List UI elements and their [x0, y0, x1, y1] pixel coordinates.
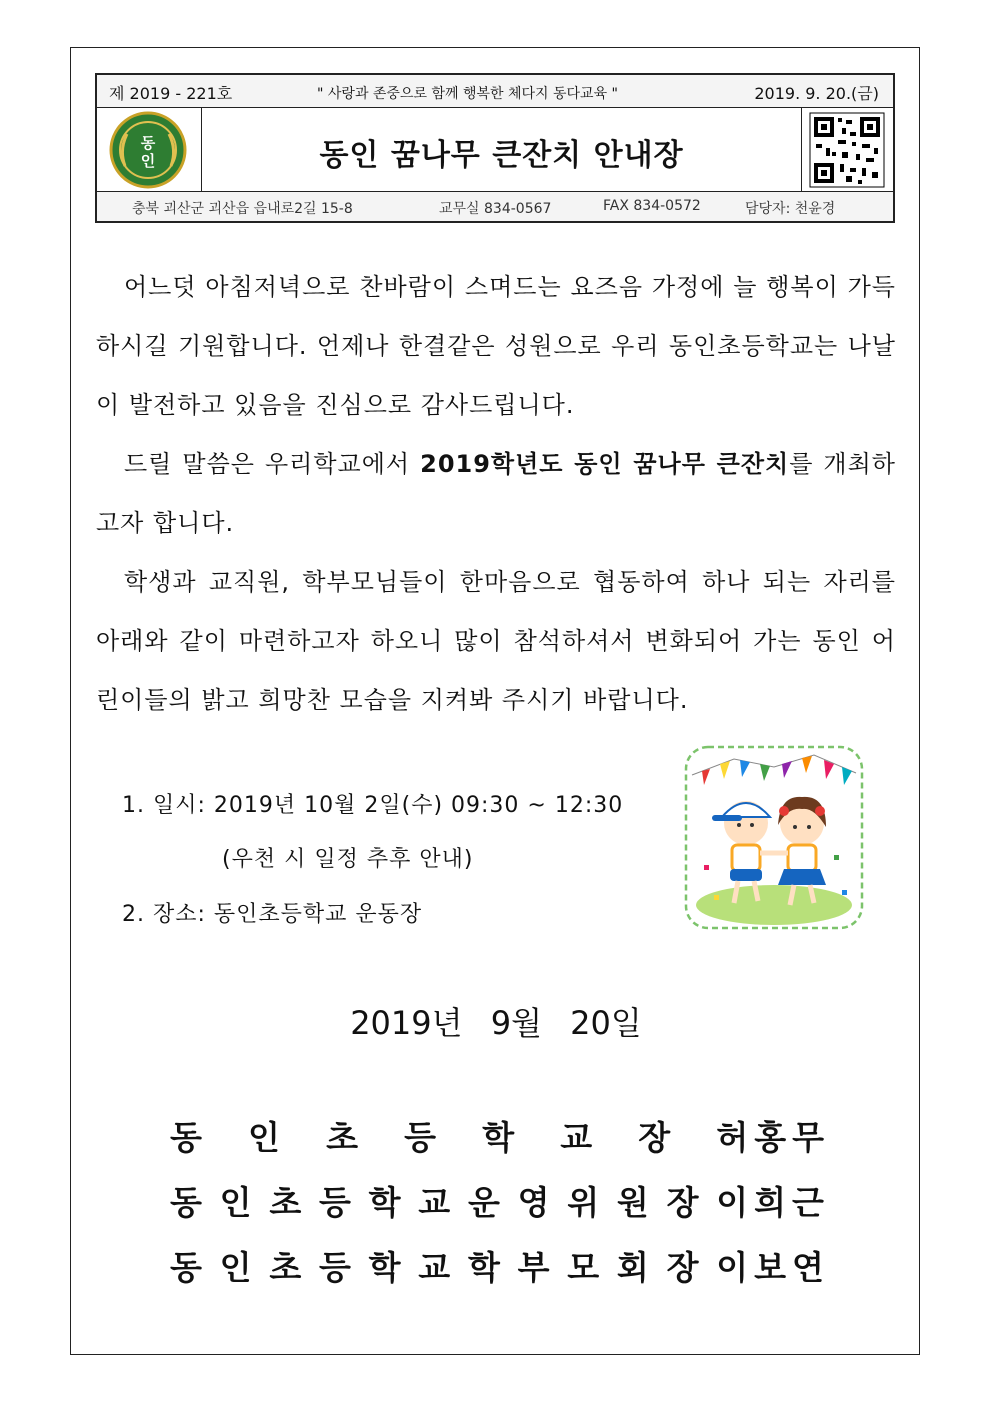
event-datetime: 1. 일시: 2019년 10월 2일(수) 09:30 ~ 12:30: [122, 793, 624, 818]
school-fax: FAX 834-0572: [603, 198, 701, 214]
issue-number: 제 2019 - 221호: [109, 84, 233, 103]
signing-date: 2019년 9월 20일: [350, 1004, 642, 1042]
newsletter-header: [95, 73, 895, 223]
issue-date: 2019. 9. 20.(금): [754, 84, 879, 103]
paragraph-announcement: 드릴 말씀은 우리학교에서 2019학년도 동인 꿈나무 큰잔치를 개최하고자 합니다.: [96, 450, 896, 537]
logo-text: 동: [140, 134, 156, 152]
school-address: 충북 괴산군 괴산읍 읍내로2길 15-8: [132, 201, 353, 217]
logo-cell: [97, 108, 202, 191]
school-slogan: " 사랑과 존중으로 함께 행복한 체다지 동다교육 ": [317, 86, 618, 102]
school-logo-icon: [97, 108, 201, 192]
parent-president-name: 이보연: [716, 1248, 830, 1287]
paragraph-invitation: 학생과 교직원, 학부모님들이 한마음으로 협동하여 하나 되는 자리를 아래와 같이 마련하고자 하오니 많이 참석하셔서 변화되어 가는 동인 어린이들의 밝고 희망찬 모습을 지켜봐 주시기 바랍니다.: [96, 568, 896, 714]
school-phone: 교무실 834-0567: [439, 201, 552, 217]
qr-cell: [801, 108, 893, 191]
rain-note: (우천 시 일정 추후 안내): [222, 847, 474, 872]
principal-name: 허홍무: [716, 1118, 830, 1157]
event-name: 2019학년도 동인 꿈나무 큰잔치: [420, 450, 790, 478]
committee-chair-name: 이희근: [716, 1183, 830, 1222]
signature-principal: 동 인 초 등 학 교 장 허홍무: [170, 1112, 830, 1159]
header-top-row: [97, 75, 893, 108]
signature-parent-president: 동 인 초 등 학 교 학 부 모 회 장 이보연: [170, 1242, 830, 1289]
event-location: 2. 장소: 동인초등학교 운동장: [122, 902, 423, 927]
children-illustration: [684, 745, 864, 930]
signature-committee-chair: 동 인 초 등 학 교 운 영 위 원 장 이희근: [170, 1177, 830, 1224]
qr-code-icon: [802, 108, 892, 192]
svg-text:인: 인: [140, 152, 156, 170]
document-title: 동인 꿈나무 큰잔치 안내장: [319, 138, 684, 173]
paragraph-greeting: 어느덧 아침저녁으로 찬바람이 스며드는 요즈음 가정에 늘 행복이 가득하시길 기원합니다. 언제나 한결같은 성원으로 우리 동인초등학교는 나날이 발전하고 있음을 진심으로 감사드립니다.: [96, 273, 896, 419]
header-title-row: [97, 108, 893, 192]
header-contact-row: [97, 192, 893, 221]
manager-name: 담당자: 천윤경: [745, 201, 836, 217]
